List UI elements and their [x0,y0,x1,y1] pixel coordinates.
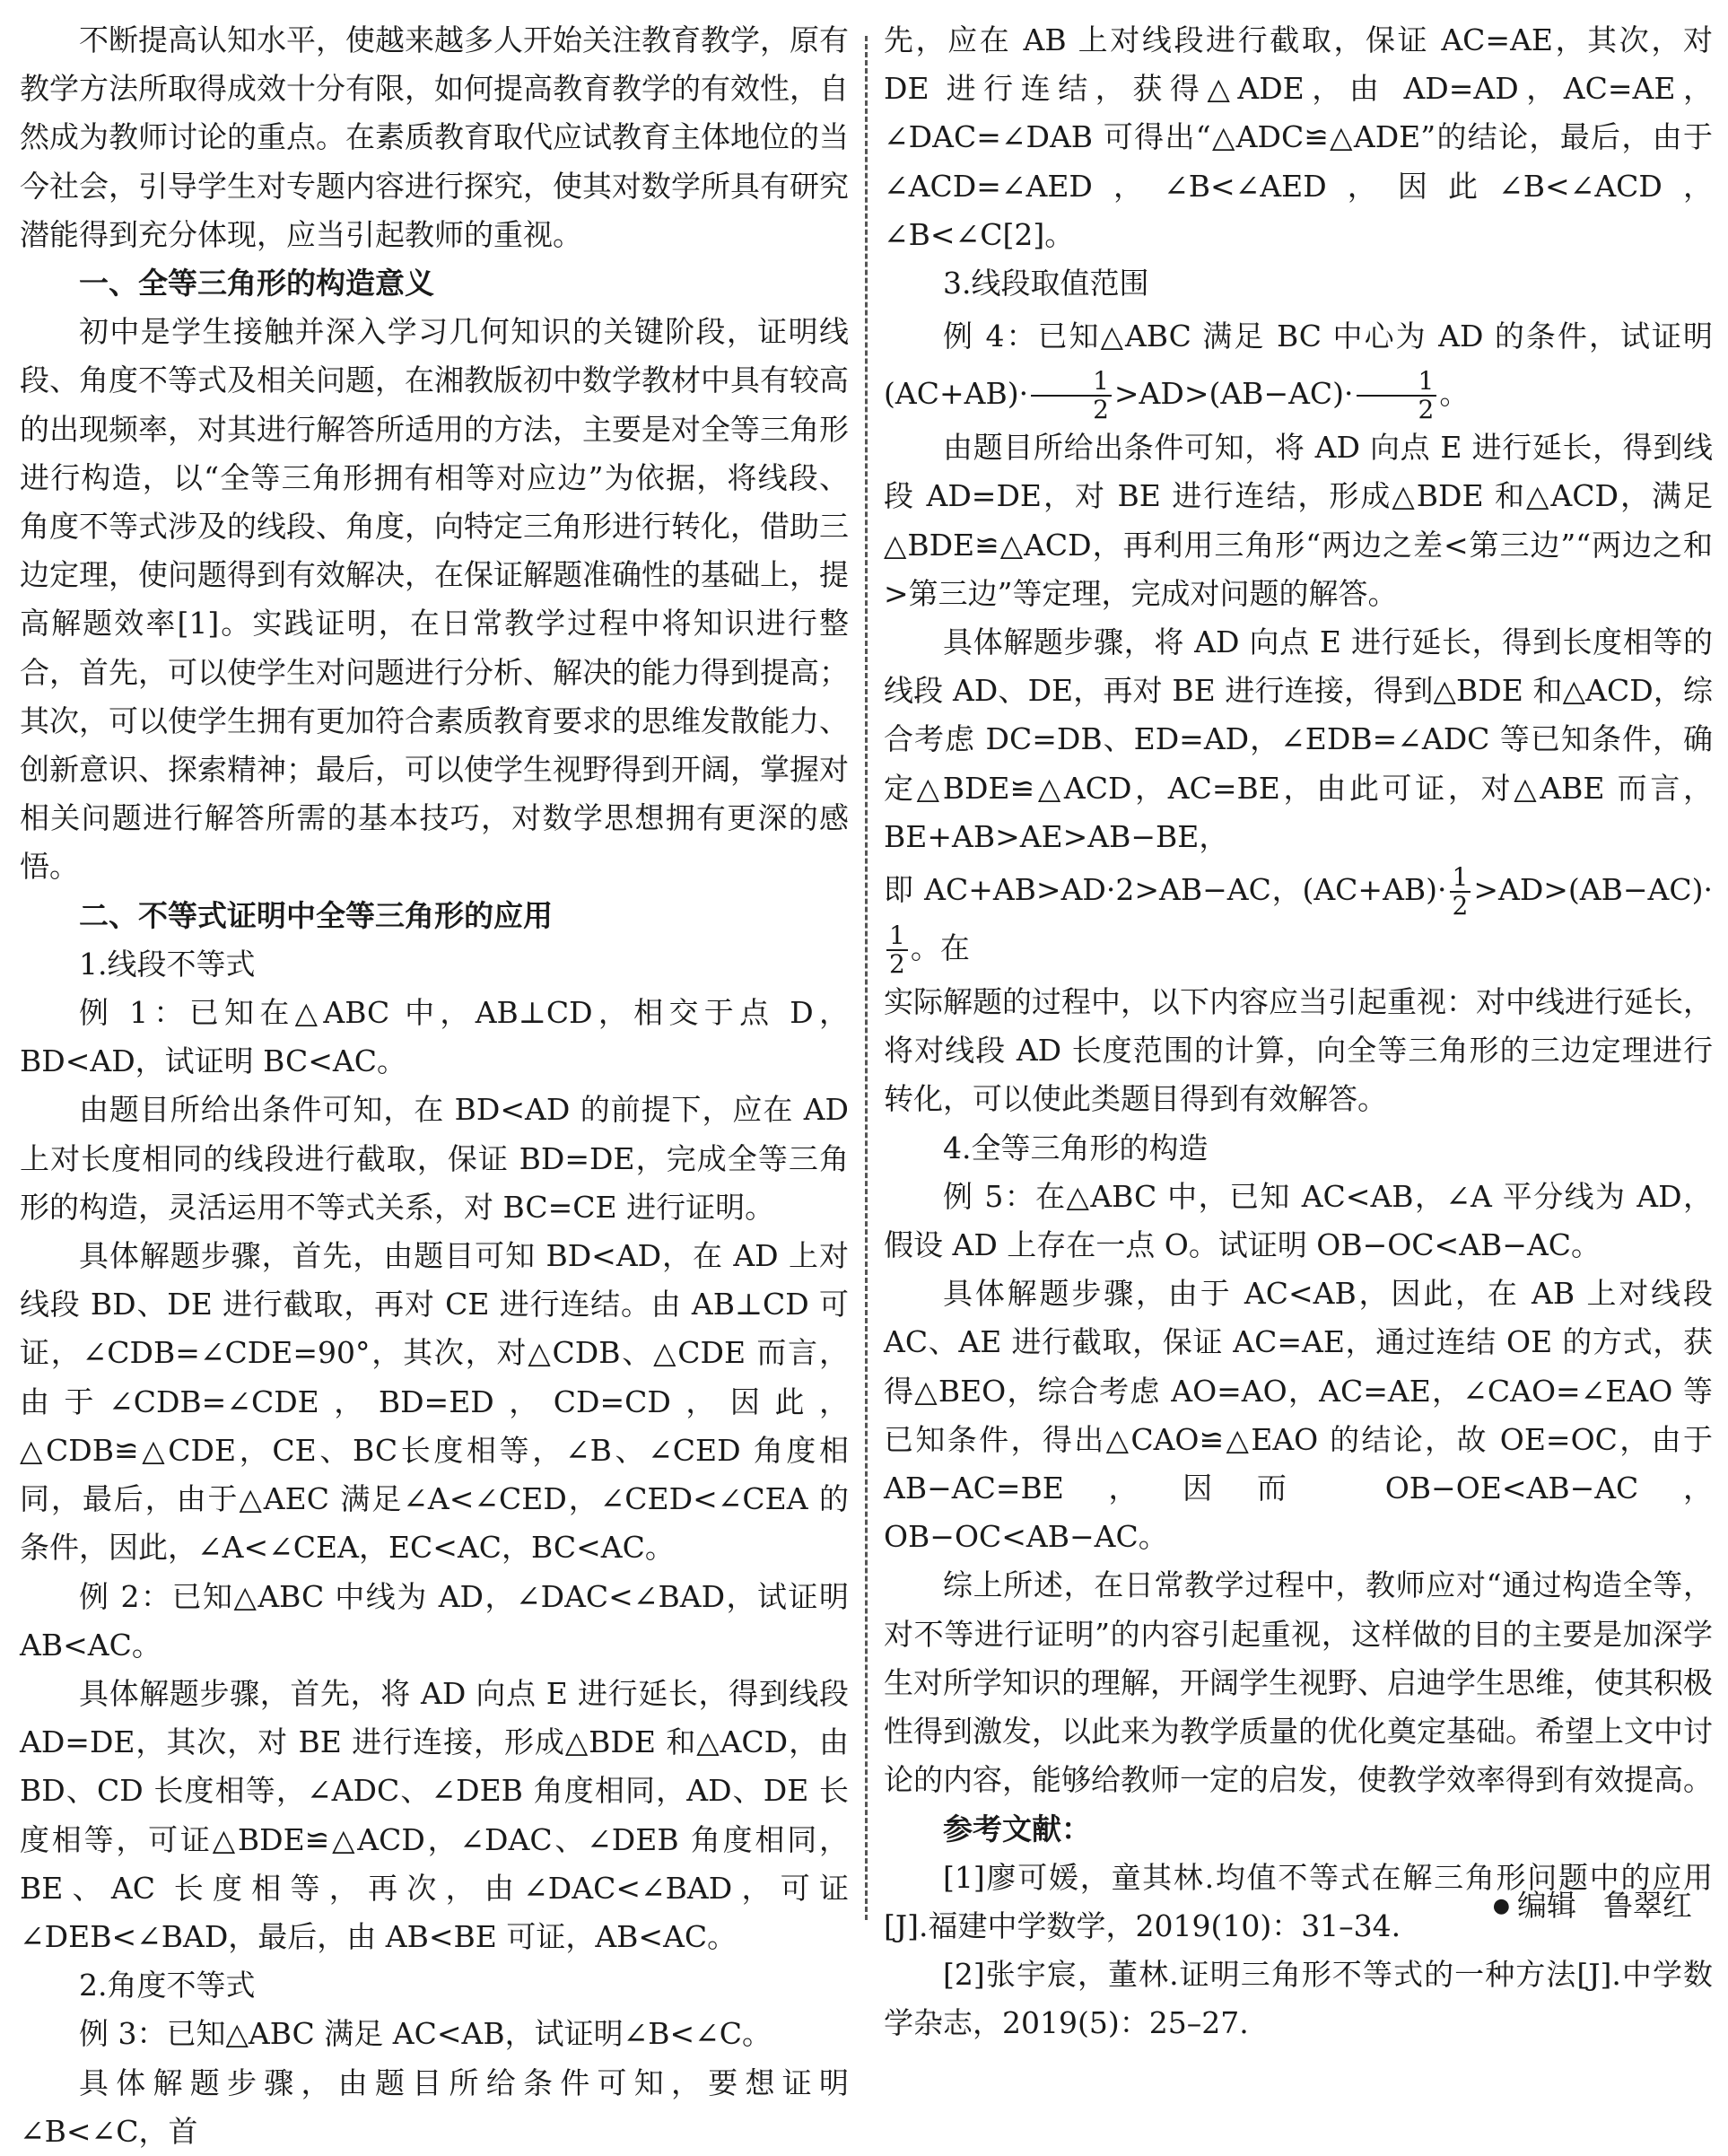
fraction-denominator: 2 [1093,395,1109,425]
example-4-text-a: 例 4：已知△ABC 满足 BC 中心为 AD 的条件，试证明(AC+AB)· [884,319,1713,412]
example-4-text-c: 。 [1439,376,1470,412]
left-column [20,16,849,2156]
fraction-half [1357,368,1437,423]
editor-credit [1493,1881,1692,1932]
inequality-text-b: >AD>(AB−AC)· [1473,872,1713,908]
paragraph-example-3-steps-continued: 先，应在 AB 上对线段进行截取，保证 AC=AE，其次，对 DE 进行连结，获得△ADE，由 AD=AD，AC=AE，∠DAC=∠DAB 可得出“△ADC≌△ADE”的结论，最后，由于∠ACD=∠AED，∠B<∠AED，因此∠B<∠ACD，∠B<∠C[2]。 [884,22,1713,252]
fraction-numerator: 1 [886,922,908,951]
fraction-denominator: 2 [1452,891,1469,921]
paragraph-example-5-steps: 具体解题步骤，由于 AC<AB，因此，在 AB 上对线段 AC、AE 进行截取，保证 AC=AE，通过连结 OE 的方式，获得△BEO，综合考虑 AO=AO，AC=AE，∠CAO=∠EAO 等已知条件，得出△CAO≌△EAO 的结论，故 OE=OC，由于 AB−AC=BE，因而 OB−OE<AB−AC，OB−OC<AB−AC。 [884,1276,1713,1555]
example-2: 例 2：已知△ABC 中线为 AD，∠DAC<∠BAD，试证明 AB<AC。 [20,1578,849,1663]
example-4 [884,308,1713,423]
example-4-text-b: >AD>(AB−AC)· [1113,376,1354,412]
example-5: 例 5：在△ABC 中，已知 AC<AB，∠A 平分线为 AD，假设 AD 上存在一点 O。试证明 OB−OC<AB−AC。 [884,1178,1713,1263]
reference-1: [1]廖可媛，童其林.均值不等式在解三角形问题中的应用[J].福建中学数学，2019(10)：31–34. [884,1859,1713,1943]
paragraph-example-1-analysis: 由题目所给出条件可知，在 BD<AD 的前提下，应在 AD 上对长度相同的线段进行截取，保证 BD=DE，完成全等三角形的构造，灵活运用不等式关系，对 BC=CE 进行证明。 [20,1092,849,1225]
paragraph-construction-meaning: 初中是学生接触并深入学习几何知识的关键阶段，证明线段、角度不等式及相关问题，在湘教版初中数学教材中具有较高的出现频率，对其进行解答所适用的方法，主要是对全等三角形进行构造，以“全等三角形拥有相等对应边”为依据，将线段、角度不等式涉及的线段、角度，向特定三角形进行转化，借助三边定理，使问题得到有效解决，在保证解题准确性的基础上，提高解题效率[1]。实践证明，在日常教学过程中将知识进行整合，首先，可以使学生对问题进行分析、解决的能力得到提高；其次，可以使学生拥有更加符合素质教育要求的思维发散能力、创新意识、探索精神；最后，可以使学生视野得到开阔，掌握对相关问题进行解答所需的基本技巧，对数学思想拥有更深的感悟。 [20,314,849,885]
paragraph-conclusion: 综上所述，在日常教学过程中，教师应对“通过构造全等，对不等进行证明”的内容引起重视，这样做的目的主要是加深学生对所学知识的理解，开阔学生视野、启迪学生思维，使其积极性得到激发，以此来为教学质量的优化奠定基础。希望上文中讨论的内容，能够给教师一定的启发，使教学效率得到有效提高。 [884,1567,1713,1798]
paragraph-example-3-steps-start: 具体解题步骤，由题目所给条件可知，要想证明∠B<∠C，首 [20,2064,849,2149]
fraction-half [1450,864,1471,920]
column-divider [865,36,868,1920]
subheading-angle-inequality: 2.角度不等式 [79,1968,256,2003]
editor-name: 鲁翠红 [1603,1887,1692,1923]
inequality-text-a: 即 AC+AB>AD·2>AB−AC，(AC+AB)· [884,872,1447,908]
right-column [884,16,1713,2048]
paragraph-example-1-steps: 具体解题步骤，首先，由题目可知 BD<AD，在 AD 上对线段 BD、DE 进行截取，再对 CE 进行连结。由 AB⊥CD 可证，∠CDB=∠CDE=90°，其次，对△CDB、△CDE 而言，由于∠CDB=∠CDE，BD=ED，CD=CD，因此，△CDB≌△CDE，CE、BC长度相等，∠B、∠CED 角度相同，最后，由于△AEC 满足∠A<∠CED，∠CED<∠CEA 的条件，因此，∠A<∠CEA，EC<AC，BC<AC。 [20,1238,849,1566]
section-heading-1: 一、全等三角形的构造意义 [79,266,434,301]
fraction-numerator: 1 [1450,864,1471,893]
example-1: 例 1：已知在△ABC 中，AB⊥CD，相交于点 D，BD<AD，试证明 BC<AC。 [20,995,849,1079]
fraction-half [1031,368,1112,423]
section-heading-2: 二、不等式证明中全等三角形的应用 [79,897,553,933]
subheading-segment-inequality: 1.线段不等式 [79,946,256,982]
subheading-segment-range: 3.线段取值范围 [943,266,1149,301]
paragraph-example-2-steps: 具体解题步骤，首先，将 AD 向点 E 进行延长，得到线段 AD=DE，其次，对 BE 进行连接，形成△BDE 和△ACD，由 BD、CD 长度相等，∠ADC、∠DEB 角度相同，AD、DE 长度相等，可证△BDE≌△ACD，∠DAC、∠DEB 角度相同，BE、AC 长度相等，再次，由∠DAC<∠BAD，可证∠DEB<∠BAD，最后，由 AB<BE 可证，AB<AC。 [20,1675,849,1954]
references-title: 参考文献： [943,1811,1091,1846]
editor-label: 编辑 [1517,1887,1576,1923]
fraction-denominator: 2 [889,949,905,980]
fraction-half [886,922,908,978]
paragraph-example-4-steps: 具体解题步骤，将 AD 向点 E 进行延长，得到长度相等的线段 AD、DE，再对 BE 进行连接，得到△BDE 和△ACD，综合考虑 DC=DB、ED=AD，∠EDB=∠ADC 等已知条件，确定△BDE≌△ACD，AC=BE，由此可证，对△ABE 而言，BE+AB>AE>AB−BE， [884,624,1713,854]
paragraph-example-4-notes: 实际解题的过程中，以下内容应当引起重视：对中线进行延长，将对线段 AD 长度范围的计算，向全等三角形的三边定理进行转化，可以使此类题目得到有效解答。 [884,984,1713,1117]
fraction-numerator: 1 [1031,368,1112,397]
example-3: 例 3：已知△ABC 满足 AC<AB，试证明∠B<∠C。 [79,2016,772,2052]
subheading-congruent-construction: 4.全等三角形的构造 [943,1130,1209,1165]
paragraph-example-4-analysis: 由题目所给出条件可知，将 AD 向点 E 进行延长，得到线段 AD=DE，对 BE 进行连结，形成△BDE 和△ACD，满足△BDE≌△ACD，再利用三角形“两边之差<第三边”“两边之和>第三边”等定理，完成对问题的解答。 [884,430,1713,611]
fraction-denominator: 2 [1418,395,1435,425]
inequality-text-c: 。在 [910,930,970,966]
reference-2: [2]张宇宸，董林.证明三角形不等式的一种方法[J].中学数学杂志，2019(5)：25–27. [884,1957,1713,2041]
fraction-numerator: 1 [1357,368,1437,397]
bullet-icon: ● [1492,1895,1510,1917]
example-4-inequality-line [884,861,1713,978]
intro-paragraph: 不断提高认知水平，使越来越多人开始关注教育教学，原有教学方法所取得成效十分有限，如何提高教育教学的有效性，自然成为教师讨论的重点。在素质教育取代应试教育主体地位的当今社会，引导学生对专题内容进行探究，使其对数学所具有研究潜能得到充分体现，应当引起教师的重视。 [20,22,849,252]
